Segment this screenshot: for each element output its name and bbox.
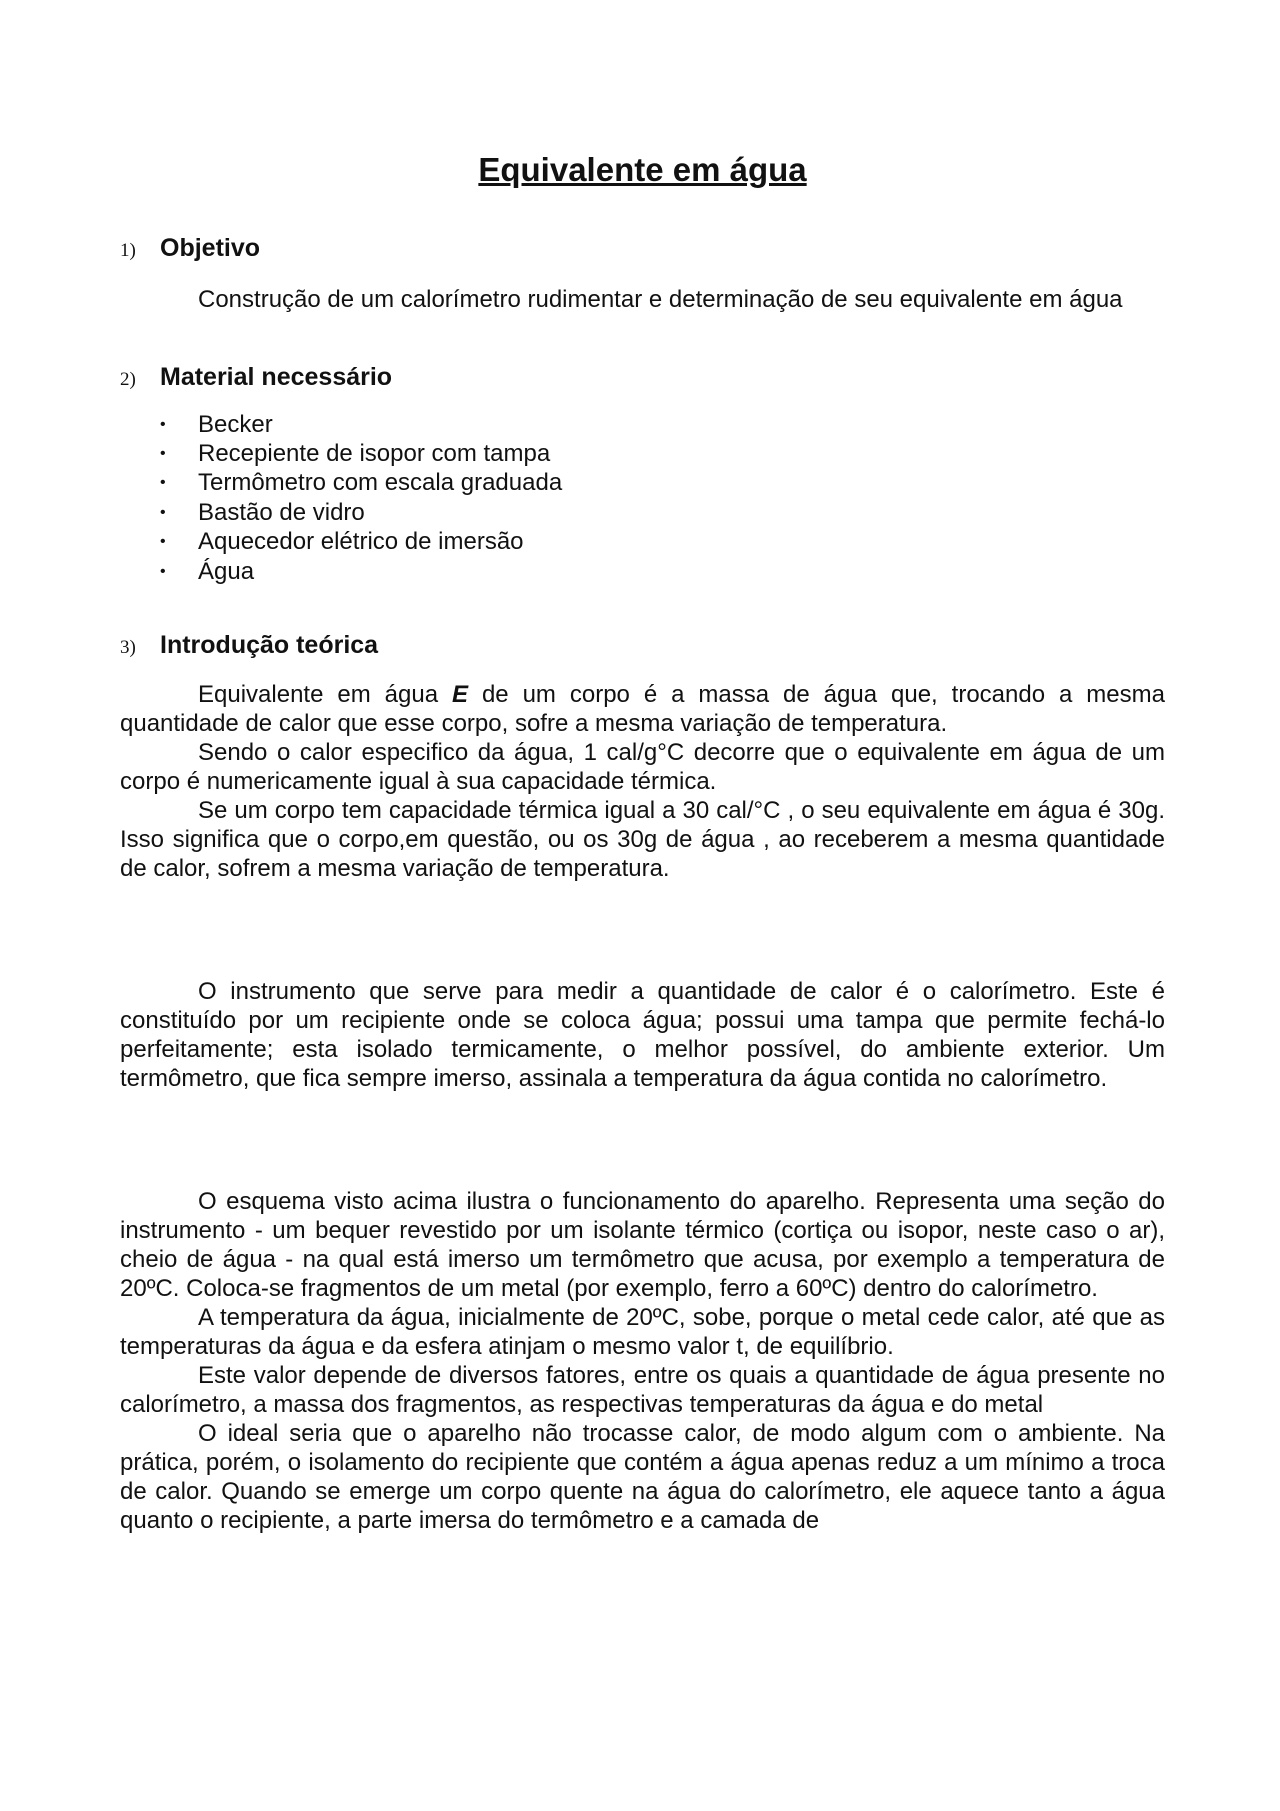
calorimeter-paragraph: O instrumento que serve para medir a quantidade de calor é o calorímetro. Este é constituído por um recipiente onde se coloca água; possui uma tampa que permite fechá-lo perfeitamente; esta isolado termicamente, o melhor possível, do ambiente exterior. Um termômetro, que fica sempre imerso, assinala a temperatura da água contida no calorímetro. [120, 978, 1165, 1093]
list-item: • Termômetro com escala graduada [160, 469, 563, 497]
intro-paragraph: Equivalente em água E de um corpo é a massa de água que, trocando a mesma quantidade de calor que esse corpo, sofre a mesma variação de temperatura. [120, 681, 1165, 738]
section-title: Objetivo [160, 233, 261, 262]
section-introducao-heading [120, 630, 1165, 660]
intro-paragraph: Sendo o calor especifico da água, 1 cal/g°C decorre que o equivalente em água de um corpo é numericamente igual à sua capacidade térmica. [120, 739, 1165, 796]
document-title: Equivalente em água [478, 151, 807, 188]
bullet-icon: • [160, 503, 166, 521]
section-number: 2) [120, 368, 136, 390]
section-number: 3) [120, 637, 136, 659]
list-item: • Água [160, 557, 255, 585]
section-title: Material necessário [160, 362, 393, 391]
section-material-heading [120, 362, 1165, 392]
list-item: • Recepiente de isopor com tampa [160, 440, 551, 467]
equivalent-symbol: E [451, 681, 468, 709]
intro-paragraph: Se um corpo tem capacidade térmica igual a 30 cal/°C , o seu equivalente em água é 30g. Isso significa que o corpo,em questão, ou os 30g de água , ao receberem a mesma quantidade de calor, sofrem a mesma variação de temperatura. [120, 797, 1165, 883]
scheme-paragraph: A temperatura da água, inicialmente de 20ºC, sobe, porque o metal cede calor, até que as temperaturas da água e da esfera atinjam o mesmo valor t, de equilíbrio. [120, 1304, 1165, 1361]
list-item: • Aquecedor elétrico de imersão [160, 528, 524, 556]
section-number: 1) [120, 239, 136, 261]
scheme-paragraph: O ideal seria que o aparelho não trocasse calor, de modo algum com o ambiente. Na prática, porém, o isolamento do recipiente que contém a água apenas reduz a um mínimo a troca de calor. Quando se emerge um corpo quente na água do calorímetro, ele aquece tanto a água quanto o recipiente, a parte imersa do termômetro e a camada de [120, 1420, 1165, 1535]
objetivo-paragraph: Construção de um calorímetro rudimentar e determinação de seu equivalente em água [198, 285, 1123, 313]
document-page [120, 150, 1165, 1535]
bullet-icon: • [160, 415, 166, 433]
scheme-paragraph: Este valor depende de diversos fatores, entre os quais a quantidade de água presente no calorímetro, a massa dos fragmentos, as respectivas temperaturas da água e do metal [120, 1362, 1165, 1419]
material-list [120, 410, 1165, 586]
bullet-icon: • [160, 445, 166, 462]
section-objetivo-heading [120, 233, 1165, 263]
bullet-icon: • [160, 562, 166, 580]
section-title: Introdução teórica [160, 631, 379, 660]
scheme-paragraph: O esquema visto acima ilustra o funcionamento do aparelho. Representa uma seção do instrumento - um bequer revestido por um isolante térmico (cortiça ou isopor, neste caso o ar), cheio de água - na qual está imerso um termômetro que acusa, por exemplo a temperatura de 20ºC. Coloca-se fragmentos de um metal (por exemplo, ferro a 60ºC) dentro do calorímetro. [120, 1188, 1165, 1303]
bullet-icon: • [160, 533, 166, 551]
list-item: • Becker [160, 410, 273, 438]
bullet-icon: • [160, 474, 166, 492]
list-item: • Bastão de vidro [160, 498, 365, 526]
